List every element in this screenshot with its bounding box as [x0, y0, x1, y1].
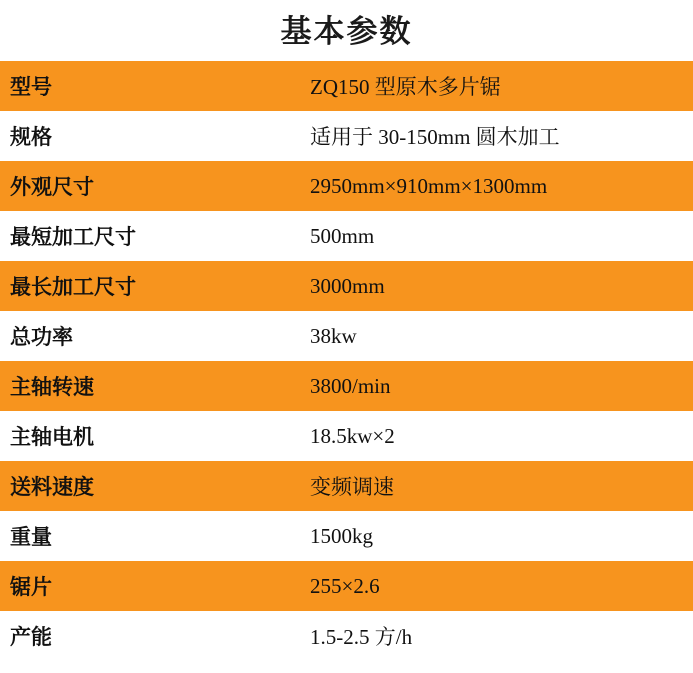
spec-value: 2950mm×910mm×1300mm: [310, 161, 693, 211]
table-row: [0, 611, 693, 661]
spec-label: 最长加工尺寸: [0, 261, 310, 311]
spec-value: 变频调速: [310, 461, 693, 511]
spec-value: 3000mm: [310, 261, 693, 311]
spec-label: 总功率: [0, 311, 310, 361]
table-row: [0, 161, 693, 211]
spec-value: 1.5-2.5 方/h: [310, 611, 693, 661]
spec-label: 送料速度: [0, 461, 310, 511]
table-row: [0, 411, 693, 461]
specifications-table: [0, 61, 693, 661]
spec-value: 3800/min: [310, 361, 693, 411]
spec-label: 最短加工尺寸: [0, 211, 310, 261]
spec-label: 主轴转速: [0, 361, 310, 411]
spec-value: 18.5kw×2: [310, 411, 693, 461]
spec-label: 重量: [0, 511, 310, 561]
table-row: [0, 511, 693, 561]
spec-label: 锯片: [0, 561, 310, 611]
table-row: [0, 61, 693, 111]
table-row: [0, 561, 693, 611]
table-row: [0, 461, 693, 511]
spec-label: 规格: [0, 111, 310, 161]
spec-value: 500mm: [310, 211, 693, 261]
spec-value: 38kw: [310, 311, 693, 361]
table-row: [0, 261, 693, 311]
spec-label: 产能: [0, 611, 310, 661]
page-title: 基本参数: [280, 14, 413, 49]
spec-label: 主轴电机: [0, 411, 310, 461]
spec-label: 型号: [0, 61, 310, 111]
table-row: [0, 111, 693, 161]
table-row: [0, 211, 693, 261]
table-row: [0, 361, 693, 411]
spec-value: 1500kg: [310, 511, 693, 561]
table-row: [0, 311, 693, 361]
spec-label: 外观尺寸: [0, 161, 310, 211]
spec-value: ZQ150 型原木多片锯: [310, 61, 693, 111]
spec-value: 255×2.6: [310, 561, 693, 611]
spec-value: 适用于 30-150mm 圆木加工: [310, 111, 693, 161]
